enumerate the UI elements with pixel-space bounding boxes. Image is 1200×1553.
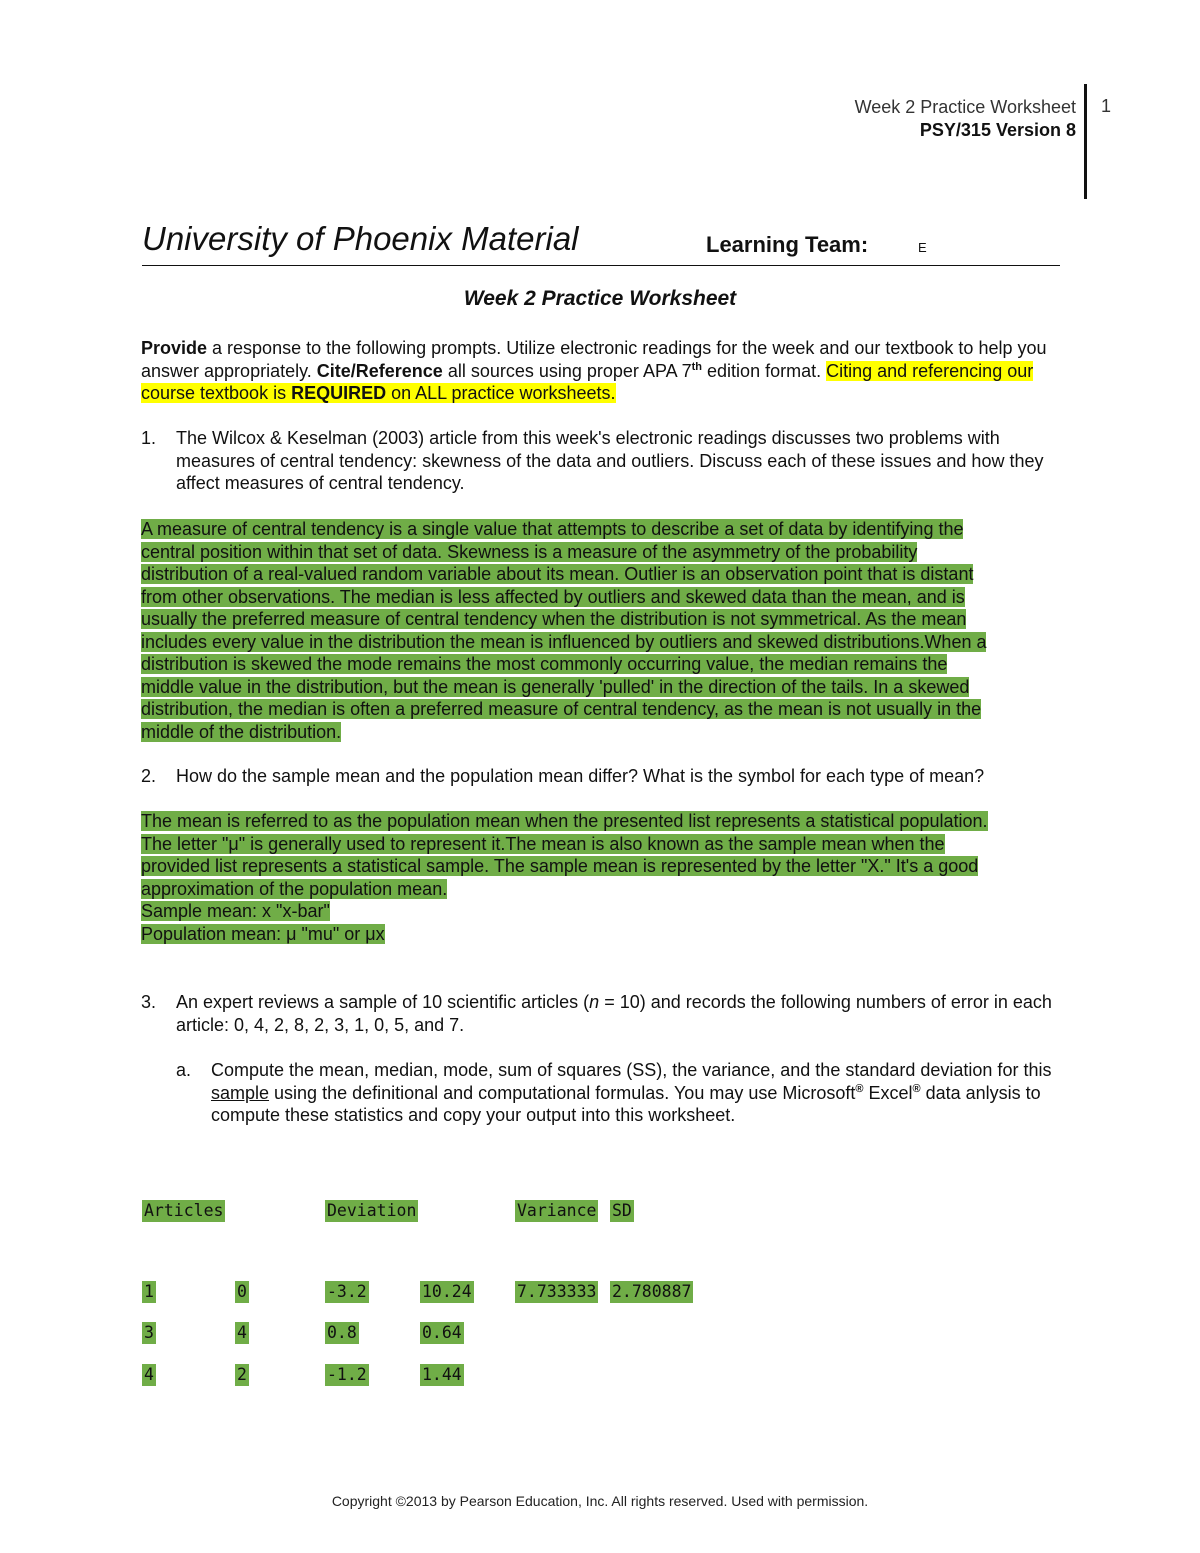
answer-2-sample-mean: Sample mean: x "x-bar" — [141, 901, 330, 921]
question-3-text: An expert reviews a sample of 10 scientific articles (n = 10) and records the following numbers of error in each article: 0, 4, 2, 8, 2, 3, 1, 0, 5, and 7. — [176, 992, 1052, 1035]
intro-text-3: edition format. — [702, 360, 827, 381]
answer-2 — [141, 810, 1061, 945]
intro-text-1: a response to the following prompts. Utilize electronic readings for the week and our textbook to help you answer appropriately. — [141, 338, 1047, 381]
table-header-variance: Variance — [517, 1201, 597, 1220]
answer-1-line: distribution is skewed the mode remains the most commonly occurring value, the median remains the — [141, 654, 948, 674]
question-3 — [141, 991, 1061, 1036]
intro-text-2: all sources using proper APA 7 — [442, 360, 692, 381]
answer-1-line: A measure of central tendency is a single value that attempts to describe a set of data by identifying the — [141, 519, 964, 539]
table-cell: -3.2 — [327, 1282, 367, 1301]
header-course: PSY/315 Version 8 — [919, 120, 1076, 140]
university-title: University of Phoenix Material — [142, 220, 579, 257]
question-2 — [141, 765, 1061, 788]
team-value: E — [918, 240, 927, 255]
table-header-articles: Articles — [144, 1201, 224, 1220]
intro-cite: Cite/Reference — [316, 360, 443, 381]
intro-provide: Provide — [141, 338, 208, 358]
table-cell: -1.2 — [327, 1365, 367, 1384]
intro-highlight-1: Citing and referencing our course textbook is — [141, 360, 1034, 403]
answer-1 — [141, 518, 1061, 743]
title-bar — [142, 220, 1060, 266]
table-cell: 1.44 — [422, 1365, 462, 1384]
table-cell: 4 — [144, 1365, 154, 1384]
table-cell: 3 — [144, 1323, 154, 1342]
question-2-text: How do the sample mean and the population mean differ? What is the symbol for each type of mean? — [176, 766, 985, 786]
question-3a-number: a. — [176, 1060, 192, 1080]
table-cell: 0 — [237, 1282, 247, 1301]
table-cell: 0.64 — [422, 1323, 462, 1342]
question-1-text: The Wilcox & Keselman (2003) article from this week's electronic readings discusses two problems with measures of central tendency: skewness of the data and outliers. Discuss each of these issues and how they affect measures of central tendency. — [176, 428, 1044, 493]
table-header-sd: SD — [612, 1201, 632, 1220]
table-cell: 1 — [144, 1282, 154, 1301]
answer-2-line: The letter "μ" is generally used to represent it.The mean is also known as the sample mean when the — [141, 833, 945, 854]
intro-required: REQUIRED — [291, 383, 387, 403]
copyright-footer: Copyright ©2013 by Pearson Education, Inc. All rights reserved. Used with permission. — [331, 1493, 869, 1509]
answer-1-line: includes every value in the distribution the mean is influenced by outliers and skewed distributions.When a — [141, 631, 987, 652]
answer-2-line: The mean is referred to as the population mean when the presented list represents a statistical population. — [141, 811, 988, 831]
answer-2-line: provided list represents a statistical sample. The sample mean is represented by the letter "X." It's a good — [141, 856, 979, 876]
answer-1-line: middle value in the distribution, but the mean is generally 'pulled' in the direction of the tails. In a skewed — [141, 676, 970, 697]
answer-1-line: middle of the distribution. — [141, 721, 342, 742]
page-number: 1 — [1101, 96, 1112, 116]
answer-1-line: central position within that set of data. Skewness is a measure of the asymmetry of the probability — [141, 541, 918, 562]
header-doc-name: Week 2 Practice Worksheet — [854, 97, 1076, 117]
answer-2-population-mean: Population mean: μ "mu" or μx — [141, 923, 385, 944]
table-header-deviation: Deviation — [327, 1201, 417, 1220]
table-cell: 10.24 — [422, 1282, 472, 1301]
team-label: Learning Team: — [706, 232, 869, 257]
answer-1-line: distribution of a real-valued random variable about its mean. Outlier is an observation point that is distant — [141, 564, 974, 584]
table-cell: 2 — [237, 1365, 247, 1384]
question-1-number: 1. — [141, 428, 157, 448]
question-2-number: 2. — [141, 766, 157, 786]
intro-highlight-2: on ALL practice worksheets. — [386, 383, 616, 403]
running-header — [855, 96, 1076, 142]
question-1 — [141, 427, 1061, 495]
answer-1-line: distribution, the median is often a preferred measure of central tendency, as the mean is not usually in the — [141, 699, 982, 719]
page-number-box — [1084, 84, 1114, 199]
answer-1-line: usually the preferred measure of central tendency when the distribution is not symmetrical. As the mean — [141, 609, 967, 629]
answer-2-line: approximation of the population mean. — [141, 878, 448, 899]
intro-sup: th — [691, 360, 703, 373]
question-3a — [176, 1059, 1061, 1127]
table-cell-sd: 2.780887 — [612, 1282, 692, 1301]
worksheet-title: Week 2 Practice Worksheet — [463, 287, 737, 310]
table-cell: 4 — [237, 1323, 247, 1342]
answer-1-line: from other observations. The median is less affected by outliers and skewed data than the mean, and is — [141, 586, 965, 607]
question-3-number: 3. — [141, 992, 157, 1012]
table-cell-variance: 7.733333 — [517, 1282, 597, 1301]
intro-paragraph — [141, 337, 1061, 405]
table-cell: 0.8 — [327, 1323, 357, 1342]
question-3a-text: Compute the mean, median, mode, sum of squares (SS), the variance, and the standard deviation for this sample using the definitional and computational formulas. You may use Microsoft® Excel® data anlysis to compute these statistics and copy your output into this worksheet. — [211, 1060, 1052, 1125]
